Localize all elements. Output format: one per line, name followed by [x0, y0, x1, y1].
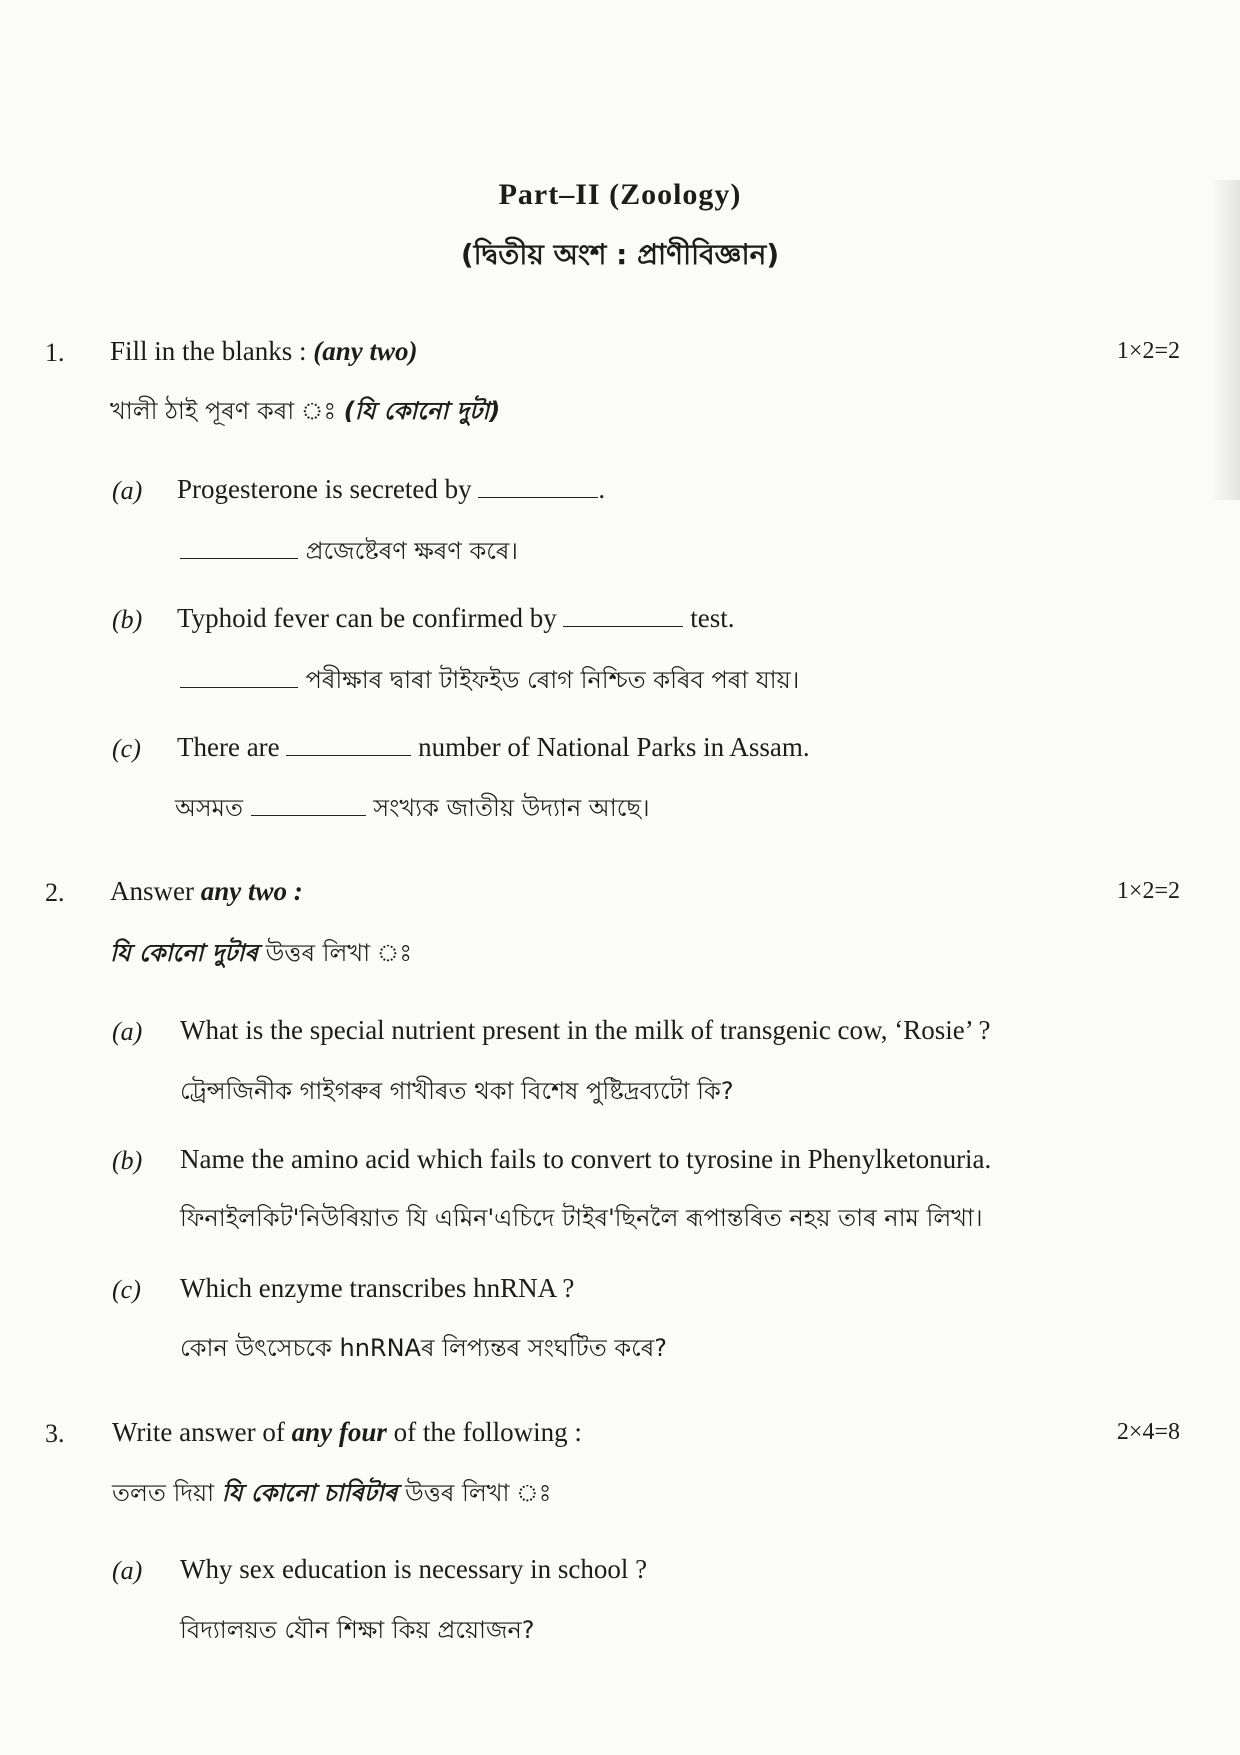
sub-question-label: (b)	[112, 1146, 143, 1175]
answer-blank	[563, 625, 683, 627]
sub-question-as: ট্ৰেন্সজিনীক গাইগৰুৰ গাখীৰত থকা বিশেষ পুষ্টিদ্ৰব্যটো কি?	[180, 1077, 734, 1105]
sub-question-en: Typhoid fever can be confirmed by test.	[177, 603, 735, 633]
question-number: 3.	[45, 1419, 65, 1448]
answer-blank	[180, 557, 298, 559]
sub-question-en: There are number of National Parks in Assam.	[177, 732, 810, 762]
question-marks: 2×4=8	[1116, 1419, 1180, 1445]
sub-question-as: প্ৰজেষ্টেৰণ ক্ষৰণ কৰে।	[180, 533, 518, 573]
sub-question-en: Progesterone is secreted by .	[177, 474, 606, 504]
question-prompt-as: যি কোনো দুটাৰ উত্তৰ লিখা ঃ	[110, 939, 412, 967]
answer-blank	[180, 686, 298, 688]
question-marks: 1×2=2	[1116, 878, 1180, 904]
sub-question-en: Why sex education is necessary in school ?	[180, 1554, 648, 1584]
answer-blank	[286, 754, 411, 756]
scan-edge-shadow	[1210, 180, 1240, 500]
question-marks: 1×2=2	[1116, 338, 1180, 364]
sub-question-label: (c)	[112, 1275, 141, 1304]
sub-question-en: What is the special nutrient present in the milk of transgenic cow, ‘Rosie’ ?	[180, 1015, 991, 1045]
sub-question-label: (a)	[112, 1556, 143, 1585]
question-number: 1.	[45, 338, 65, 367]
question-prompt-en: Answer any two :	[110, 876, 303, 906]
question-number: 2.	[45, 878, 65, 907]
sub-question-as: ফিনাইলকিট'নিউৰিয়াত যি এমিন'এচিদে টাইৰ'ছিনলৈ ৰূপান্তৰিত নহয় তাৰ নাম লিখা।	[180, 1204, 983, 1232]
question-prompt-as: খালী ঠাই পূৰণ কৰা ঃ (যি কোনো দুটা)	[110, 397, 501, 425]
sub-question-label: (b)	[112, 605, 143, 634]
answer-blank	[251, 814, 366, 816]
sub-question-label: (a)	[112, 476, 143, 505]
sub-question-as: পৰীক্ষাৰ দ্বাৰা টাইফইড ৰোগ নিশ্চিত কৰিব পৰা যায়।	[180, 662, 799, 702]
sub-question-label: (a)	[112, 1017, 143, 1046]
sub-question-label: (c)	[112, 734, 141, 763]
part-subtitle: (দ্বিতীয় অংশ : প্ৰাণীবিজ্ঞান)	[460, 238, 780, 271]
question-prompt-en: Fill in the blanks : (any two)	[110, 336, 418, 366]
sub-question-as: কোন উৎসেচকে hnRNAৰ লিপ্যন্তৰ সংঘটিত কৰে?	[180, 1334, 668, 1362]
question-prompt-en: Write answer of any four of the following :	[112, 1417, 582, 1447]
part-title: Part–II (Zoology)	[498, 178, 742, 211]
question-prompt-as: তলত দিয়া যি কোনো চাৰিটাৰ উত্তৰ লিখা ঃ	[112, 1479, 552, 1507]
sub-question-en: Name the amino acid which fails to convert to tyrosine in Phenylketonuria.	[180, 1144, 992, 1174]
sub-question-en: Which enzyme transcribes hnRNA ?	[180, 1273, 575, 1303]
sub-question-as: অসমত সংখ্যক জাতীয় উদ্যান আছে।	[175, 794, 650, 822]
sub-question-as: বিদ্যালয়ত যৌন শিক্ষা কিয় প্ৰয়োজন?	[180, 1616, 535, 1644]
answer-blank	[478, 496, 598, 498]
